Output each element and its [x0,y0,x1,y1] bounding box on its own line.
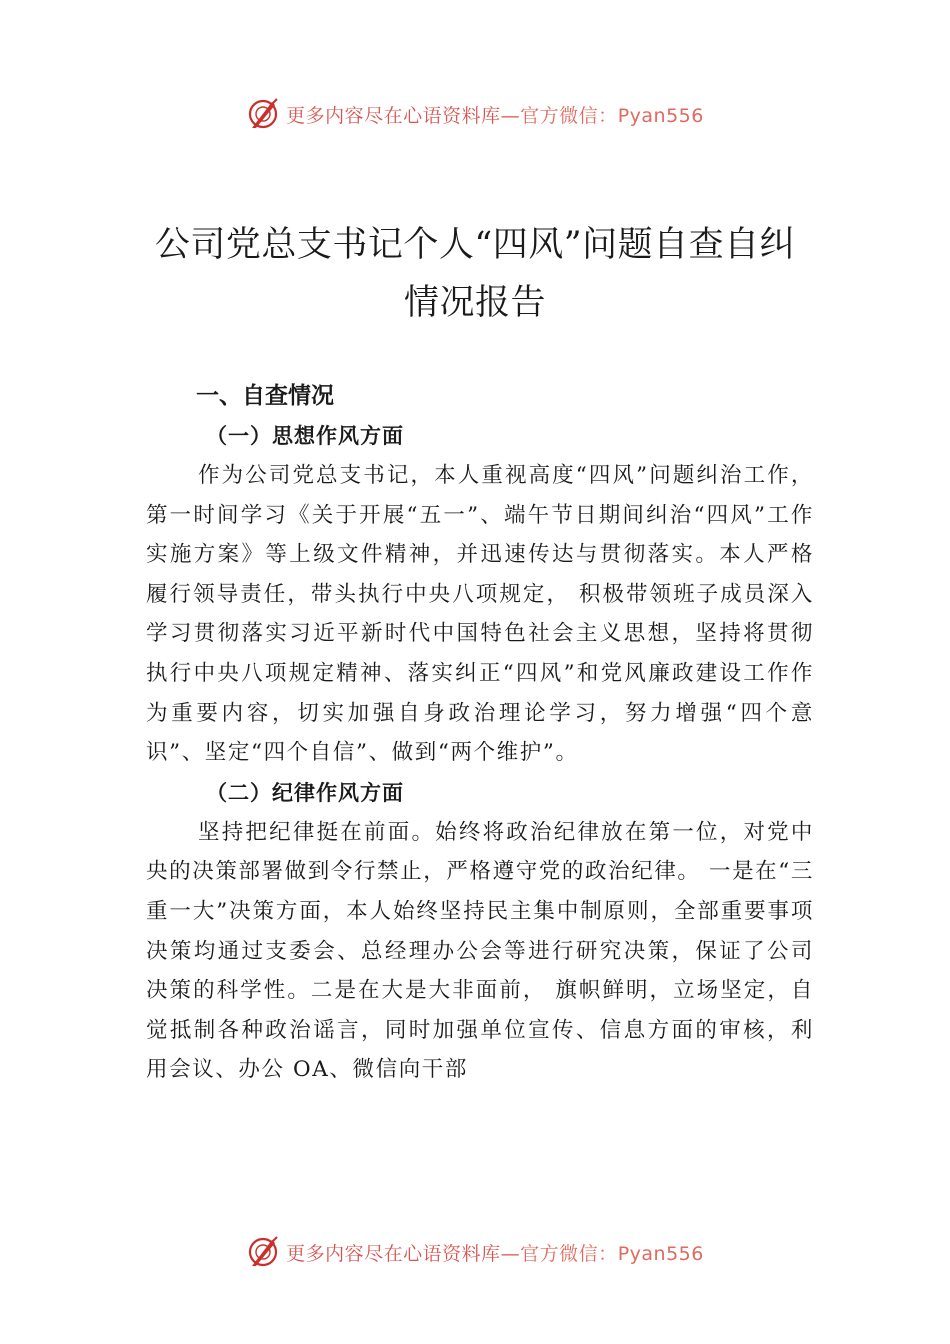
banner-brand: 更多内容尽在心语资料库 [286,1242,501,1265]
subsection-heading-1: （一）思想作风方面 [206,423,404,448]
banner-separator: — [500,104,521,127]
quill-pen-logo-icon [246,1235,280,1269]
banner-brand: 更多内容尽在心语资料库 [286,104,501,127]
banner-wechat-label: 官方微信： [520,1242,618,1265]
section-heading: 一、自查情况 [196,383,334,409]
banner-wechat-label: 官方微信： [520,104,618,127]
paragraph-1: 作为公司党总支书记，本人重视高度“四风”问题纠治工作，第一时间学习《关于开展“五一”、端午节日期间纠治“四风”工作实施方案》等上级文件精神，并迅速传达与贯彻落实。本人严格履行领导责任，带头执行中央八项规定， 积极带领班子成员深入学习贯彻落实习近平新时代中国特色社会主义思想，坚持将贯彻执行中央八项规定精神、落实纠正“四风”和党风廉政建设工作作为重要内容，切实加强自身政治理论学习，努力增强“四个意识”、坚定“四个自信”、做到“两个维护”。 [146,463,814,766]
document-body [146,376,814,1090]
paragraph-2: 坚持把纪律挺在前面。始终将政治纪律放在第一位，对党中央的决策部署做到令行禁止，严格遵守党的政治纪律。 一是在“三重一大”决策方面，本人始终坚持民主集中制原则，全部重要事项决策均通过支委会、总经理办公会等进行研究决策，保证了公司决策的科学性。二是在大是大非面前， 旗帜鲜明，立场坚定，自觉抵制各种政治谣言，同时加强单位宣传、信息方面的审核，利用会议、办公 OA、微信向干部 [146,819,814,1083]
document-title: 公司党总支书记个人“四风”问题自查自纠情况报告 [154,225,796,323]
banner-wechat-id: Pyan556 [617,104,704,127]
subsection-heading-2: （二）纪律作风方面 [206,779,404,805]
header-banner [0,94,950,134]
footer-banner [0,1232,950,1272]
banner-text [286,1239,704,1266]
banner-text [286,101,704,128]
banner-wechat-id: Pyan556 [617,1242,704,1265]
quill-pen-logo-icon [246,97,280,131]
banner-separator: — [500,1242,521,1265]
